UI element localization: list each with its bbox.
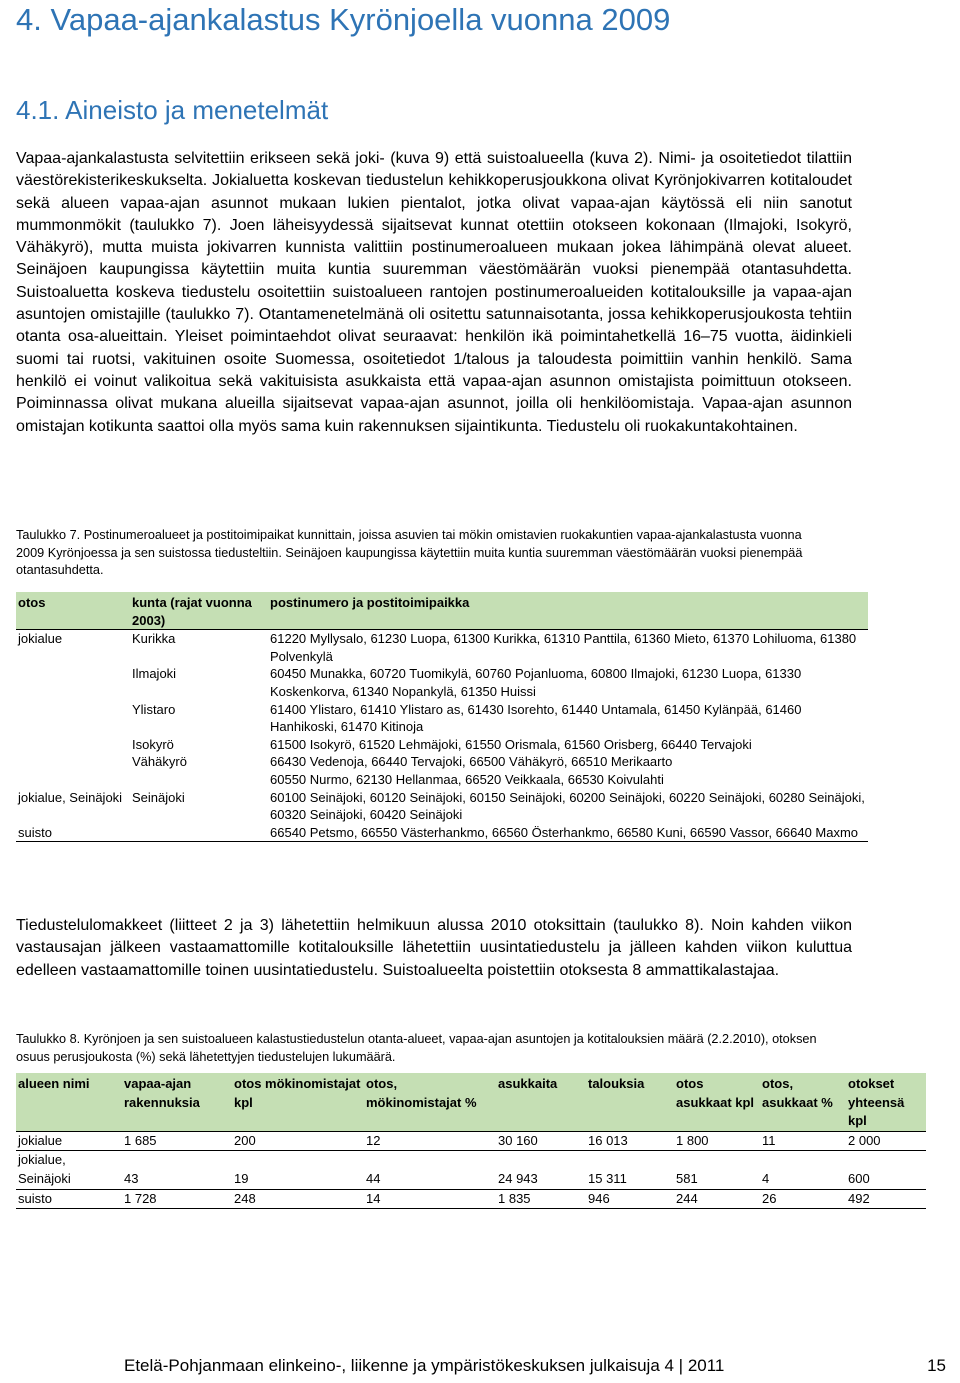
table8-row — [16, 1131, 926, 1151]
table7-cell: jokialue, Seinäjoki — [18, 789, 123, 805]
table8-cell: 248 — [232, 1189, 364, 1209]
table8-row — [16, 1189, 926, 1209]
table8-cell: 14 — [364, 1189, 496, 1209]
table7-row — [16, 771, 868, 789]
section-heading: 4.1. Aineisto ja menetelmät — [16, 95, 329, 125]
table7-cell: 60100 Seinäjoki, 60120 Seinäjoki, 60150 Seinäjoki, 60200 Seinäjoki, 60220 Seinäjoki, 60280 Seinäjoki, 60320 Seinäjoki, 60420 Seinäjoki — [270, 789, 865, 823]
table7-cell: 60450 Munakka, 60720 Tuomikylä, 60760 Pojanluoma, 60800 Ilmajoki, 61230 Luopa, 61330 Koskenkorva, 61340 Nopankylä, 61350 Huissi — [270, 666, 802, 699]
table7-header-cell: otos — [16, 592, 130, 630]
table8-cell: jokialue, Seinäjoki — [16, 1151, 122, 1189]
table7-row — [16, 701, 868, 736]
table7-cell — [16, 771, 130, 789]
chapter-heading: 4. Vapaa-ajankalastus Kyrönjoella vuonna 2009 — [16, 2, 671, 37]
footer-publication-text: Etelä-Pohjanmaan elinkeino-, liikenne ja ympäristökeskuksen julkaisuja 4 | 2011 — [124, 1356, 725, 1375]
table8-cell: 200 — [232, 1131, 364, 1151]
table7-cell: 66540 Petsmo, 66550 Västerhankmo, 66560 Österhankmo, 66580 Kuni, 66590 Vassor, 66640 Maxmo — [268, 824, 868, 842]
table8-caption: Taulukko 8. Kyrönjoen ja sen suistoalueen kalastustiedustelun otanta-alueet, vapaa-ajan asuntojen ja kotitalouksien määrä (2.2.2010), otoksen osuus perusjoukosta (%) sekä lähetettyjen tiedustelujen lukumäärä. — [16, 1032, 817, 1064]
table7-cell — [130, 824, 268, 842]
table8-cell: 11 — [760, 1131, 846, 1151]
table7-cell: Isokyrö — [132, 736, 174, 752]
survey-paragraph: Tiedustelulomakkeet (liitteet 2 ja 3) lähetettiin helmikuun alussa 2010 otoksittain (taulukko 8). Noin kahden viikon vastausajan jälkeen vastaamattomille kotitalouksille lähetettiin uusintatiedustelu ja jälleen kahden viikon kuluttua edelleen vastaamattomille toinen uusintatiedustelu. Suistoalueelta poistettiin otoksesta 8 ammattikalastajaa. — [16, 917, 852, 979]
table8-cell: 26 — [760, 1189, 846, 1209]
table8-cell: 946 — [586, 1189, 674, 1209]
table8-cell: 492 — [846, 1189, 926, 1209]
table8-cell: 43 — [122, 1151, 232, 1189]
table7-row — [16, 789, 868, 824]
table8-cell: 12 — [364, 1131, 496, 1151]
table7-cell: Ilmajoki — [132, 666, 177, 682]
table8-header-row — [16, 1073, 926, 1131]
table7-row — [16, 824, 868, 842]
table7-cell — [16, 736, 130, 754]
table7-cell — [16, 701, 130, 736]
table8-cell: 1 685 — [122, 1131, 232, 1151]
table7-cell: Seinäjoki — [132, 789, 185, 805]
table8-header-cell: otos, mökinomistajat % — [364, 1073, 496, 1131]
table8-header-cell: otos mökinomistajat kpl — [232, 1073, 364, 1131]
table8-header-cell: asukkaita — [496, 1073, 586, 1131]
table8-cell: 244 — [674, 1189, 760, 1209]
table8-cell: 1 835 — [496, 1189, 586, 1209]
table8 — [16, 1073, 926, 1209]
table8-cell: 16 013 — [586, 1131, 674, 1151]
table8-cell: 2 000 — [846, 1131, 926, 1151]
table8-cell: 19 — [232, 1151, 364, 1189]
page-footer — [124, 1356, 946, 1376]
table7-header-row — [16, 592, 868, 630]
table7-cell: 61400 Ylistaro, 61410 Ylistaro as, 61430 Isorehto, 61440 Untamala, 61450 Kylänpää, 61460 Hanhikoski, 61470 Kitinoja — [270, 701, 802, 735]
table7-header-cell: kunta (rajat vuonna 2003) — [130, 592, 268, 630]
table7-cell: jokialue — [16, 630, 130, 666]
table8-cell: 30 160 — [496, 1131, 586, 1151]
table8-row — [16, 1151, 926, 1189]
table7-cell: 61500 Isokyrö, 61520 Lehmäjoki, 61550 Orismala, 61560 Orisberg, 66440 Tervajoki — [270, 736, 752, 752]
table7-cell — [16, 665, 130, 700]
table8-cell: 1 728 — [122, 1189, 232, 1209]
table8-header-cell: vapaa-ajan rakennuksia — [122, 1073, 232, 1131]
table8-header-cell: talouksia — [586, 1073, 674, 1131]
table7-cell: 60550 Nurmo, 62130 Hellanmaa, 66520 Veikkaala, 66530 Koivulahti — [270, 771, 664, 787]
intro-paragraph: Vapaa-ajankalastusta selvitettiin erikseen sekä joki- (kuva 9) että suistoalueella (kuva 2). Nimi- ja osoitetiedot tilattiin väestörekisterikeskukselta. Jokialuetta koskevan tiedustelun kehikkoperusjoukkona olivat Kyrönjokivarren kotitaloudet sekä alueen vapaa-ajan asunnot mukaan lukien pientalot, jotka olivat vapaa-ajan käytössä eli niin sanotut mummonmökit (taulukko 7). Joen läheisyydessä sijaitsevat kunnat otettiin otokseen kokonaan (Ilmajoki, Isokyrö, Vähäkyrö), mutta muista jokivarren kunnista valittiin postinumeroalueen mukaan jokea lähimpänä olevat alueet. Seinäjoen kaupungissa käytettiin muita kuntia suuremman väestömäärän vuoksi pienempää otantasuhdetta. Suistoaluetta koskeva tiedustelu osoitettiin suistoalueen rantojen postinumeroalueiden kotitalouksille ja vapaa-ajan asuntojen omistajille (taulukko 7). Otantamenetelmänä oli ositettu satunnaisotanta, jossa kehikkoperusjoukosta tehtiin otanta osa-alueittain. Yleiset poimintaehdot olivat seuraavat: henkilön ikä poimintahetkellä 16–75 vuotta, äidinkieli suomi tai ruotsi, vakituinen osoite Suomessa, osoitetiedot 1/talous ja taloudesta poimittiin vanhin henkilö. Sama henkilö ei voinut valikoitua sekä vakituisista asukkaista että vapaa-ajan asunnon omistajista poimittuun otokseen. Poiminnassa olivat mukana alueilla sijaitsevat vapaa-ajan asunnot, joilla oli henkilöomistaja. Vapaa-ajan asunnon omistajan kotikunta saattoi olla myös sama kuin rakennuksen sijaintikunta. Tiedustelu oli ruokakuntakohtainen. — [16, 150, 852, 435]
table8-header-cell: otokset yhteensä kpl — [846, 1073, 926, 1131]
table8-cell: 1 800 — [674, 1131, 760, 1151]
page-number: 15 — [927, 1356, 946, 1375]
table7-row — [16, 665, 868, 700]
table7-cell — [130, 771, 268, 789]
table8-header-cell: otos, asukkaat % — [760, 1073, 846, 1131]
table7-header-cell: postinumero ja postitoimipaikka — [268, 592, 868, 630]
table7-caption: Taulukko 7. Postinumeroalueet ja postitoimipaikat kunnittain, joissa asuvien tai mökin omistavien ruokakuntien vapaa-ajankalastusta vuonna 2009 Kyrönjoessa ja sen suistossa tiedusteltiin. Seinäjoen kaupungissa käytettiin muita kuntia suuremman väestömäärän vuoksi pienempää otantasuhdetta. — [16, 528, 803, 578]
table7-row — [16, 736, 868, 754]
table7-cell: Kurikka — [130, 630, 268, 666]
table7-row — [16, 630, 868, 666]
table7-cell: Ylistaro — [132, 701, 176, 717]
table8-header-cell: otos asukkaat kpl — [674, 1073, 760, 1131]
table8-cell: suisto — [16, 1189, 122, 1209]
table8-cell: 600 — [846, 1151, 926, 1189]
table7-cell: Vähäkyrö — [132, 754, 187, 770]
table8-cell: 24 943 — [496, 1151, 586, 1189]
table7-cell — [16, 753, 130, 771]
table7-row — [16, 753, 868, 771]
table7-cell: 66430 Vedenoja, 66440 Tervajoki, 66500 Vähäkyrö, 66510 Merikaarto — [270, 754, 673, 770]
table8-cell: 4 — [760, 1151, 846, 1189]
table8-cell: 581 — [674, 1151, 760, 1189]
table8-cell: 15 311 — [586, 1151, 674, 1189]
table7-cell: 61220 Myllysalo, 61230 Luopa, 61300 Kurikka, 61310 Panttila, 61360 Mieto, 61370 Lohiluoma, 61380 Polvenkylä — [268, 630, 868, 666]
table8-cell: 44 — [364, 1151, 496, 1189]
table8-header-cell: alueen nimi — [16, 1073, 122, 1131]
table7-cell: suisto — [16, 824, 130, 842]
table8-cell: jokialue — [16, 1131, 122, 1151]
table7 — [16, 592, 868, 842]
